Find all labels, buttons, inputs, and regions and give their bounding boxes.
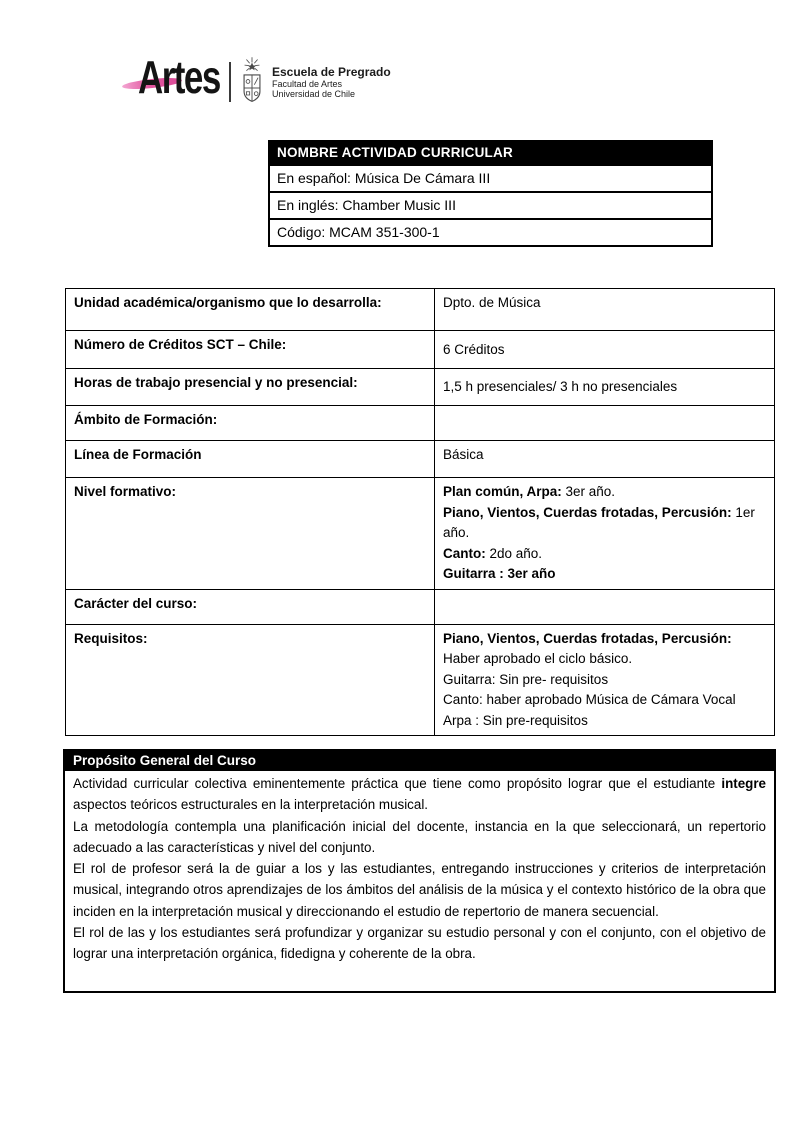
table-row-creditos <box>66 331 775 369</box>
value-line: Guitarra: Sin pre- requisitos <box>443 671 609 687</box>
logo-separator <box>229 62 231 102</box>
value-line: Piano, Vientos, Cuerdas frotadas, Percusión: 1er año. <box>443 504 755 540</box>
row-value <box>435 589 775 624</box>
row-value: 1,5 h presenciales/ 3 h no presenciales <box>435 369 775 406</box>
course-name-spanish: En español: Música De Cámara III <box>270 164 711 191</box>
purpose-section-header: Propósito General del Curso <box>65 751 774 771</box>
row-value <box>435 406 775 441</box>
value-line: Canto: 2do año. <box>443 545 543 561</box>
logo-faculty-name: Facultad de Artes <box>272 79 343 89</box>
row-label: Nivel formativo: <box>66 478 435 590</box>
purpose-section-body <box>65 771 774 991</box>
logo-text-block <box>272 66 391 99</box>
row-label: Ámbito de Formación: <box>66 406 435 441</box>
row-value <box>435 624 775 736</box>
course-info-table <box>65 288 775 736</box>
course-name-table-header: NOMBRE ACTIVIDAD CURRICULAR <box>270 142 711 164</box>
table-row-nivel-formativo <box>66 478 775 590</box>
course-name-english: En inglés: Chamber Music III <box>270 191 711 218</box>
row-value: 6 Créditos <box>435 331 775 369</box>
row-value: Dpto. de Música <box>435 289 775 331</box>
value-line: Arpa : Sin pre-requisitos <box>443 712 588 728</box>
course-code: Código: MCAM 351-300-1 <box>270 218 711 245</box>
value-line: Piano, Vientos, Cuerdas frotadas, Percusión: Haber aprobado el ciclo básico. <box>443 630 732 666</box>
table-row-requisitos <box>66 624 775 736</box>
value-line: Canto: haber aprobado Música de Cámara Vocal <box>443 692 736 707</box>
purpose-section <box>63 749 776 993</box>
row-label: Carácter del curso: <box>66 589 435 624</box>
row-label: Número de Créditos SCT – Chile: <box>66 331 435 369</box>
artes-wordmark-text: Artes <box>138 51 220 103</box>
logo-school-name: Escuela de Pregrado <box>272 65 391 79</box>
table-row-horas-trabajo <box>66 369 775 406</box>
row-label: Unidad académica/organismo que lo desarrolla: <box>66 289 435 331</box>
table-row-unidad-academica <box>66 289 775 331</box>
purpose-paragraph-2: La metodología contempla una planificación inicial del docente, instancia en la que seleccionará, un repertorio adecuado a las características y nivel del conjunto. <box>73 818 766 855</box>
purpose-paragraph-4: El rol de las y los estudiantes será profundizar y organizar su estudio personal y con el conjunto, con el objetivo de lograr una interpretación orgánica, fidedigna y coherente de la obra. <box>73 925 766 962</box>
purpose-paragraph-1: Actividad curricular colectiva eminentemente práctica que tiene como propósito lograr que el estudiante integre aspectos teóricos estructurales en la interpretación musical. <box>73 776 766 813</box>
course-name-table <box>268 140 713 247</box>
logo-university-name: Universidad de Chile <box>272 89 356 99</box>
row-label: Requisitos: <box>66 624 435 736</box>
row-label: Línea de Formación <box>66 441 435 478</box>
table-row-caracter-curso <box>66 589 775 624</box>
purpose-paragraph-3: El rol de profesor será la de guiar a los y las estudiantes, entregando instrucciones y criterios de interpretación musical, integrando otros aprendizajes de los ámbitos del análisis de la música y el contexto histórico de la obra que inciden en la interpretación musical y direccionando el estudio de repertorio de manera secuencial. <box>73 861 766 919</box>
row-label: Horas de trabajo presencial y no presencial: <box>66 369 435 406</box>
table-row-linea-formacion <box>66 441 775 478</box>
table-row-ambito-formacion <box>66 406 775 441</box>
university-crest-icon <box>238 56 266 106</box>
value-line: Plan común, Arpa: 3er año. <box>443 484 616 499</box>
row-value <box>435 478 775 590</box>
value-line: Guitarra : 3er año <box>443 566 556 581</box>
row-value: Básica <box>435 441 775 478</box>
